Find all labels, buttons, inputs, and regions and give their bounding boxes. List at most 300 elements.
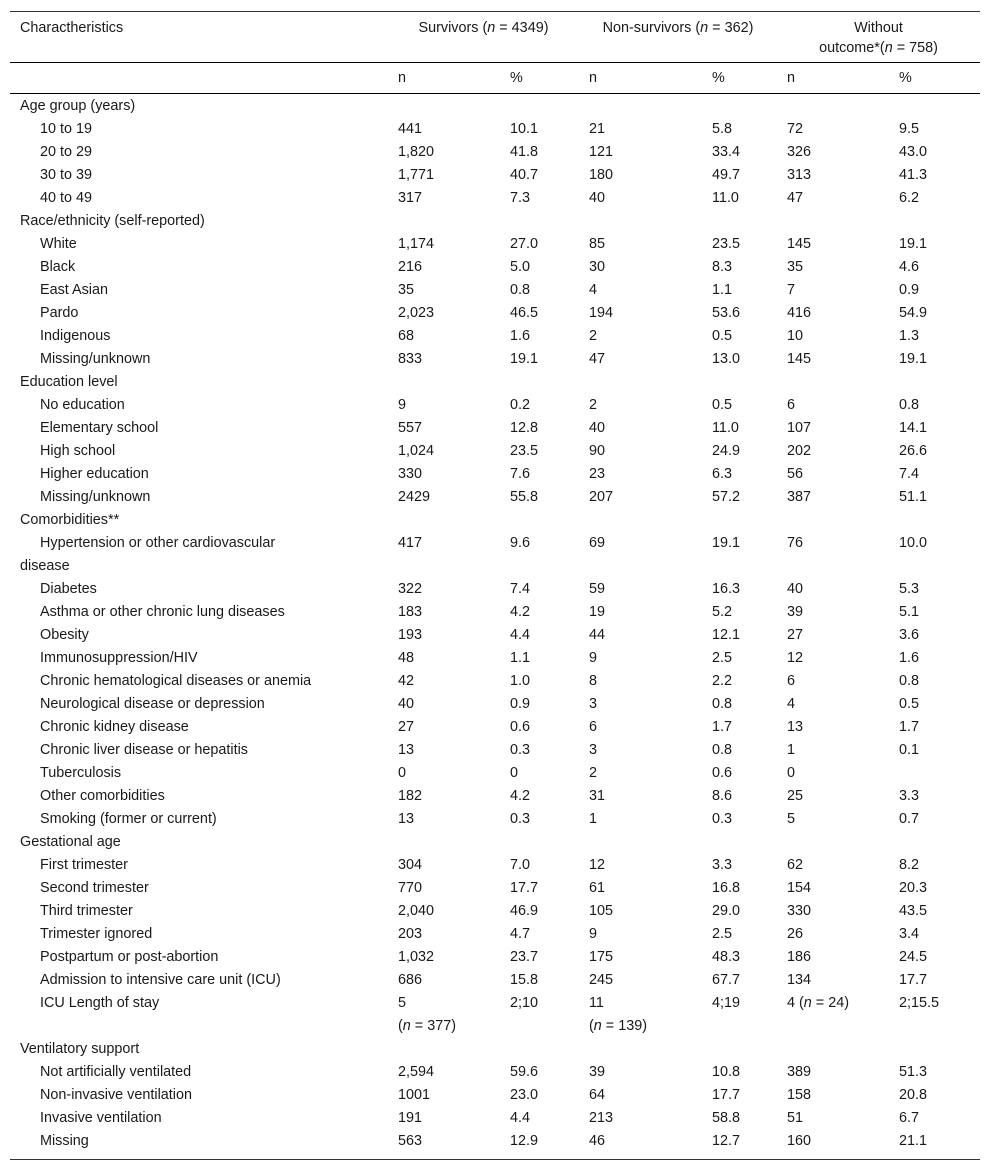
cell-survivors-n: 322 bbox=[398, 581, 423, 597]
cell-without-outcome-n: 416 bbox=[787, 305, 812, 321]
cell-survivors-n: 1,820 bbox=[398, 144, 435, 160]
cell-non-survivors-n: 90 bbox=[589, 443, 606, 459]
cell-without-outcome-pct: 43.5 bbox=[899, 903, 928, 919]
section-row bbox=[10, 371, 980, 394]
cell-without-outcome-pct: 24.5 bbox=[899, 949, 928, 965]
cell-without-outcome-pct: 0.8 bbox=[899, 673, 920, 689]
row-label: Diabetes bbox=[40, 581, 97, 597]
cell-survivors-pct: 1.0 bbox=[510, 673, 531, 689]
cell-non-survivors-n: 47 bbox=[589, 351, 606, 367]
cell-survivors-n: 27 bbox=[398, 719, 415, 735]
cell-non-survivors-n: 44 bbox=[589, 627, 606, 643]
header-without-outcome-pct: % bbox=[899, 70, 912, 86]
cell-survivors-n: 1,024 bbox=[398, 443, 435, 459]
cell-survivors-n: 317 bbox=[398, 190, 423, 206]
header-survivors-pct: % bbox=[510, 70, 523, 86]
row-label: 30 to 39 bbox=[40, 167, 93, 183]
cell-non-survivors-pct: 67.7 bbox=[712, 972, 741, 988]
cell-non-survivors-pct: 49.7 bbox=[712, 167, 741, 183]
cell-without-outcome-n: 51 bbox=[787, 1110, 804, 1126]
cell-survivors-pct: 4.2 bbox=[510, 604, 531, 620]
cell-non-survivors-n: 3 bbox=[589, 696, 598, 712]
cell-without-outcome-n: 12 bbox=[787, 650, 804, 666]
cell-without-outcome-pct: 51.3 bbox=[899, 1064, 928, 1080]
cell-without-outcome-n: 154 bbox=[787, 880, 812, 896]
cell-non-survivors-n: 8 bbox=[589, 673, 598, 689]
cell-non-survivors-n: 23 bbox=[589, 466, 606, 482]
table-row bbox=[10, 900, 980, 923]
row-label: Hypertension or other cardiovascular disease bbox=[20, 535, 276, 574]
table-row bbox=[10, 601, 980, 624]
cell-without-outcome-pct: 5.1 bbox=[899, 604, 920, 620]
cell-without-outcome-pct: 3.6 bbox=[899, 627, 920, 643]
header-non-survivors-n: n bbox=[589, 70, 598, 86]
cell-without-outcome-n: 160 bbox=[787, 1133, 812, 1149]
cell-survivors-n: 13 bbox=[398, 811, 415, 827]
cell-without-outcome-pct: 26.6 bbox=[899, 443, 928, 459]
row-label: Postpartum or post-abortion bbox=[40, 949, 219, 965]
cell-without-outcome-pct: 20.8 bbox=[899, 1087, 928, 1103]
cell-without-outcome-n: 13 bbox=[787, 719, 804, 735]
cell-without-outcome-pct: 0.9 bbox=[899, 282, 920, 298]
cell-survivors-n: 193 bbox=[398, 627, 423, 643]
cell-non-survivors-n: 6 bbox=[589, 719, 598, 735]
cell-survivors-n: 330 bbox=[398, 466, 423, 482]
section-label: Education level bbox=[20, 374, 118, 390]
cell-survivors-pct: 59.6 bbox=[510, 1064, 539, 1080]
cell-non-survivors-n: 85 bbox=[589, 236, 606, 252]
table-row bbox=[10, 440, 980, 463]
cell-non-survivors-pct: 2.5 bbox=[712, 926, 733, 942]
cell-survivors-pct: 23.5 bbox=[510, 443, 539, 459]
row-label: Chronic liver disease or hepatitis bbox=[40, 742, 248, 758]
cell-survivors-pct: 46.5 bbox=[510, 305, 539, 321]
header-subcolumns bbox=[10, 63, 980, 94]
row-label: Asthma or other chronic lung diseases bbox=[40, 604, 285, 620]
cell-without-outcome-pct: 0.1 bbox=[899, 742, 920, 758]
cell-survivors-pct: 12.9 bbox=[510, 1133, 539, 1149]
table-row bbox=[10, 693, 980, 716]
section-row bbox=[10, 210, 980, 233]
cell-non-survivors-pct: 29.0 bbox=[712, 903, 741, 919]
cell-without-outcome-pct: 5.3 bbox=[899, 581, 920, 597]
cell-without-outcome-n: 6 bbox=[787, 673, 796, 689]
table-body bbox=[10, 94, 980, 1160]
cell-without-outcome-pct: 4.6 bbox=[899, 259, 920, 275]
row-label: Not artificially ventilated bbox=[40, 1064, 192, 1080]
cell-without-outcome-n: 186 bbox=[787, 949, 812, 965]
cell-without-outcome-n: 0 bbox=[787, 765, 796, 781]
cell-survivors-n: 304 bbox=[398, 857, 423, 873]
table-row bbox=[10, 348, 980, 371]
row-label: First trimester bbox=[40, 857, 128, 873]
table-row bbox=[10, 256, 980, 279]
cell-non-survivors-pct: 0.6 bbox=[712, 765, 733, 781]
cell-without-outcome-pct: 54.9 bbox=[899, 305, 928, 321]
table-row bbox=[10, 417, 980, 440]
cell-survivors-pct: 19.1 bbox=[510, 351, 539, 367]
cell-without-outcome-n: 145 bbox=[787, 236, 812, 252]
cell-survivors-n: 2429 bbox=[398, 489, 431, 505]
row-label: Missing/unknown bbox=[40, 489, 151, 505]
cell-survivors-pct: 5.0 bbox=[510, 259, 531, 275]
cell-non-survivors-n: 30 bbox=[589, 259, 606, 275]
cell-without-outcome-pct: 0.8 bbox=[899, 397, 920, 413]
table-row bbox=[10, 325, 980, 348]
cell-non-survivors-pct: 0.3 bbox=[712, 811, 733, 827]
cell-without-outcome-n: 134 bbox=[787, 972, 812, 988]
header-non-survivors: Non-survivors (n = 362) bbox=[579, 12, 777, 63]
cell-non-survivors-pct: 2.2 bbox=[712, 673, 733, 689]
cell-survivors-pct: 4.7 bbox=[510, 926, 531, 942]
table-row bbox=[10, 279, 980, 302]
cell-survivors-n: 563 bbox=[398, 1133, 423, 1149]
cell-survivors-n: 417 bbox=[398, 535, 423, 551]
cell-survivors-n: 40 bbox=[398, 696, 415, 712]
cell-survivors-n: 2,040 bbox=[398, 903, 435, 919]
row-label: Chronic hematological diseases or anemia bbox=[40, 673, 312, 689]
cell-without-outcome-pct: 1.7 bbox=[899, 719, 920, 735]
cell-non-survivors-n: 207 bbox=[589, 489, 614, 505]
cell-without-outcome-n: 62 bbox=[787, 857, 804, 873]
section-label: Comorbidities** bbox=[20, 512, 120, 528]
cell-survivors-pct: 0.2 bbox=[510, 397, 531, 413]
cell-survivors-pct: 55.8 bbox=[510, 489, 539, 505]
cell-non-survivors-pct: 8.3 bbox=[712, 259, 733, 275]
cell-non-survivors-n: 1 bbox=[589, 811, 598, 827]
cell-non-survivors-pct: 24.9 bbox=[712, 443, 741, 459]
row-label: Second trimester bbox=[40, 880, 149, 896]
cell-survivors-pct: 41.8 bbox=[510, 144, 539, 160]
cell-non-survivors-n: 12 bbox=[589, 857, 606, 873]
cell-without-outcome-n: 5 bbox=[787, 811, 796, 827]
table-row bbox=[10, 1061, 980, 1084]
row-label: Smoking (former or current) bbox=[40, 811, 217, 827]
cell-without-outcome-pct: 10.0 bbox=[899, 535, 928, 551]
cell-non-survivors-n: 175 bbox=[589, 949, 614, 965]
cell-without-outcome-pct: 6.2 bbox=[899, 190, 920, 206]
cell-non-survivors-n: 31 bbox=[589, 788, 606, 804]
cell-without-outcome-pct: 3.4 bbox=[899, 926, 920, 942]
row-label: Missing/unknown bbox=[40, 351, 151, 367]
cell-non-survivors-pct: 33.4 bbox=[712, 144, 741, 160]
cell-non-survivors-n: 105 bbox=[589, 903, 614, 919]
cell-survivors-pct: 1.1 bbox=[510, 650, 531, 666]
table-row bbox=[10, 739, 980, 762]
cell-survivors-n: 557 bbox=[398, 420, 423, 436]
table-row bbox=[10, 164, 980, 187]
cell-survivors-pct: 15.8 bbox=[510, 972, 539, 988]
cell-survivors-pct: 7.0 bbox=[510, 857, 531, 873]
cell-non-survivors-pct: 3.3 bbox=[712, 857, 733, 873]
cell-non-survivors-pct: 48.3 bbox=[712, 949, 741, 965]
table-row bbox=[10, 1084, 980, 1107]
cell-survivors-pct: 1.6 bbox=[510, 328, 531, 344]
cell-without-outcome-pct: 14.1 bbox=[899, 420, 928, 436]
cell-without-outcome-n: 158 bbox=[787, 1087, 812, 1103]
cell-without-outcome-pct: 3.3 bbox=[899, 788, 920, 804]
cell-survivors-n: 2,023 bbox=[398, 305, 435, 321]
cell-without-outcome-pct: 1.3 bbox=[899, 328, 920, 344]
cell-non-survivors-n: 194 bbox=[589, 305, 614, 321]
header-without-outcome: Without outcome*(n = 758) bbox=[777, 12, 980, 63]
cell-without-outcome-n: 26 bbox=[787, 926, 804, 942]
table-row bbox=[10, 762, 980, 785]
cell-without-outcome-n: 145 bbox=[787, 351, 812, 367]
table-row bbox=[10, 808, 980, 831]
table-row bbox=[10, 716, 980, 739]
cell-survivors-pct: 12.8 bbox=[510, 420, 539, 436]
cell-survivors-n: 1,032 bbox=[398, 949, 435, 965]
cell-survivors-pct: 0.3 bbox=[510, 811, 531, 827]
cell-non-survivors-n: 2 bbox=[589, 397, 598, 413]
row-label: No education bbox=[40, 397, 125, 413]
cell-without-outcome-pct: 1.6 bbox=[899, 650, 920, 666]
cell-without-outcome-n: 202 bbox=[787, 443, 812, 459]
table-row bbox=[10, 302, 980, 325]
cell-survivors-n: 68 bbox=[398, 328, 415, 344]
cell-non-survivors-n: 180 bbox=[589, 167, 614, 183]
cell-survivors-n: 1,771 bbox=[398, 167, 435, 183]
cell-survivors-n: 1001 bbox=[398, 1087, 431, 1103]
cell-non-survivors-pct: 17.7 bbox=[712, 1087, 741, 1103]
cell-survivors-pct: 23.0 bbox=[510, 1087, 539, 1103]
cell-without-outcome-n: 7 bbox=[787, 282, 796, 298]
row-label: 10 to 19 bbox=[40, 121, 93, 137]
cell-survivors-pct: 4.4 bbox=[510, 627, 531, 643]
cell-survivors-n: 770 bbox=[398, 880, 423, 896]
cell-without-outcome-n: 4 (n = 24) bbox=[787, 995, 850, 1011]
row-label: Admission to intensive care unit (ICU) bbox=[40, 972, 281, 988]
cell-without-outcome-n: 76 bbox=[787, 535, 804, 551]
row-label: ICU Length of stay bbox=[40, 995, 160, 1011]
cell-survivors-pct: 0.6 bbox=[510, 719, 531, 735]
cell-non-survivors-n: 4 bbox=[589, 282, 598, 298]
cell-survivors-pct: 17.7 bbox=[510, 880, 539, 896]
cell-non-survivors-n: 40 bbox=[589, 190, 606, 206]
cell-survivors-n: 686 bbox=[398, 972, 423, 988]
section-label: Gestational age bbox=[20, 834, 121, 850]
row-label: High school bbox=[40, 443, 116, 459]
cell-without-outcome-pct: 9.5 bbox=[899, 121, 920, 137]
cell-non-survivors-pct: 23.5 bbox=[712, 236, 741, 252]
cell-without-outcome-n: 330 bbox=[787, 903, 812, 919]
cell-without-outcome-n: 313 bbox=[787, 167, 812, 183]
cell-without-outcome-n: 10 bbox=[787, 328, 804, 344]
cell-non-survivors-pct: 2.5 bbox=[712, 650, 733, 666]
table-row bbox=[10, 394, 980, 417]
table-row bbox=[10, 877, 980, 900]
cell-without-outcome-pct: 2;15.5 bbox=[899, 995, 940, 1011]
table-row bbox=[10, 233, 980, 256]
section-label: Age group (years) bbox=[20, 98, 136, 114]
cell-non-survivors-n: 19 bbox=[589, 604, 606, 620]
cell-survivors-pct: 0.9 bbox=[510, 696, 531, 712]
section-row bbox=[10, 94, 980, 119]
cell-non-survivors-n: 11 (n = 139) bbox=[589, 995, 648, 1034]
table-row bbox=[10, 532, 980, 578]
cell-non-survivors-n: 213 bbox=[589, 1110, 614, 1126]
cell-without-outcome-n: 387 bbox=[787, 489, 812, 505]
cell-survivors-pct: 4.4 bbox=[510, 1110, 531, 1126]
characteristics-table bbox=[10, 11, 980, 1160]
cell-survivors-pct: 0.3 bbox=[510, 742, 531, 758]
cell-survivors-n: 42 bbox=[398, 673, 415, 689]
cell-non-survivors-n: 61 bbox=[589, 880, 606, 896]
row-label: East Asian bbox=[40, 282, 108, 298]
cell-without-outcome-n: 39 bbox=[787, 604, 804, 620]
row-label: Obesity bbox=[40, 627, 89, 643]
table-row bbox=[10, 923, 980, 946]
row-label: Invasive ventilation bbox=[40, 1110, 162, 1126]
cell-without-outcome-pct: 19.1 bbox=[899, 351, 928, 367]
cell-survivors-n: 833 bbox=[398, 351, 423, 367]
header-survivors-n: n bbox=[398, 70, 407, 86]
section-row bbox=[10, 831, 980, 854]
cell-survivors-pct: 40.7 bbox=[510, 167, 539, 183]
cell-survivors-pct: 46.9 bbox=[510, 903, 539, 919]
row-label: 40 to 49 bbox=[40, 190, 93, 206]
cell-non-survivors-pct: 1.1 bbox=[712, 282, 733, 298]
cell-survivors-pct: 0 bbox=[510, 765, 519, 781]
cell-non-survivors-pct: 1.7 bbox=[712, 719, 733, 735]
cell-survivors-n: 203 bbox=[398, 926, 423, 942]
row-label: Neurological disease or depression bbox=[40, 696, 265, 712]
cell-without-outcome-pct: 7.4 bbox=[899, 466, 920, 482]
cell-without-outcome-pct: 17.7 bbox=[899, 972, 928, 988]
cell-non-survivors-pct: 12.1 bbox=[712, 627, 741, 643]
row-label: Higher education bbox=[40, 466, 149, 482]
table-row bbox=[10, 785, 980, 808]
cell-survivors-n: 13 bbox=[398, 742, 415, 758]
cell-without-outcome-n: 40 bbox=[787, 581, 804, 597]
section-row bbox=[10, 1038, 980, 1061]
cell-non-survivors-pct: 0.5 bbox=[712, 397, 733, 413]
cell-without-outcome-pct: 43.0 bbox=[899, 144, 928, 160]
row-label: Other comorbidities bbox=[40, 788, 165, 804]
cell-non-survivors-pct: 13.0 bbox=[712, 351, 741, 367]
table-row bbox=[10, 854, 980, 877]
cell-survivors-n: 48 bbox=[398, 650, 415, 666]
cell-survivors-pct: 4.2 bbox=[510, 788, 531, 804]
cell-survivors-n: 191 bbox=[398, 1110, 423, 1126]
cell-non-survivors-pct: 16.3 bbox=[712, 581, 741, 597]
characteristics-table-container bbox=[10, 11, 980, 1160]
cell-non-survivors-pct: 19.1 bbox=[712, 535, 741, 551]
cell-without-outcome-n: 4 bbox=[787, 696, 796, 712]
cell-without-outcome-n: 6 bbox=[787, 397, 796, 413]
row-label: Chronic kidney disease bbox=[40, 719, 189, 735]
cell-without-outcome-n: 56 bbox=[787, 466, 804, 482]
cell-non-survivors-n: 46 bbox=[589, 1133, 606, 1149]
cell-survivors-pct: 0.8 bbox=[510, 282, 531, 298]
section-label: Ventilatory support bbox=[20, 1041, 140, 1057]
cell-non-survivors-n: 64 bbox=[589, 1087, 606, 1103]
cell-non-survivors-pct: 0.8 bbox=[712, 742, 733, 758]
cell-survivors-n: 0 bbox=[398, 765, 407, 781]
cell-non-survivors-n: 21 bbox=[589, 121, 606, 137]
table-row bbox=[10, 670, 980, 693]
row-label: Non-invasive ventilation bbox=[40, 1087, 192, 1103]
row-label: 20 to 29 bbox=[40, 144, 93, 160]
cell-non-survivors-n: 121 bbox=[589, 144, 614, 160]
cell-non-survivors-pct: 11.0 bbox=[712, 420, 739, 436]
row-label: Missing bbox=[40, 1133, 89, 1149]
cell-survivors-n: 5 (n = 377) bbox=[398, 995, 457, 1034]
row-label: Immunosuppression/HIV bbox=[40, 650, 198, 666]
cell-non-survivors-pct: 0.5 bbox=[712, 328, 733, 344]
cell-without-outcome-pct: 6.7 bbox=[899, 1110, 920, 1126]
cell-survivors-pct: 9.6 bbox=[510, 535, 531, 551]
cell-without-outcome-n: 27 bbox=[787, 627, 804, 643]
section-row bbox=[10, 509, 980, 532]
cell-non-survivors-pct: 12.7 bbox=[712, 1133, 741, 1149]
table-row bbox=[10, 992, 980, 1038]
header-characteristics: Charactheristics bbox=[20, 20, 124, 36]
cell-survivors-n: 183 bbox=[398, 604, 423, 620]
cell-without-outcome-n: 72 bbox=[787, 121, 804, 137]
cell-non-survivors-pct: 58.8 bbox=[712, 1110, 741, 1126]
table-row bbox=[10, 118, 980, 141]
cell-non-survivors-n: 2 bbox=[589, 765, 598, 781]
cell-without-outcome-pct: 0.7 bbox=[899, 811, 920, 827]
table-row bbox=[10, 486, 980, 509]
cell-non-survivors-pct: 16.8 bbox=[712, 880, 741, 896]
cell-survivors-n: 216 bbox=[398, 259, 423, 275]
cell-survivors-n: 35 bbox=[398, 282, 415, 298]
cell-non-survivors-n: 59 bbox=[589, 581, 606, 597]
header-non-survivors-pct: % bbox=[712, 70, 725, 86]
cell-without-outcome-pct: 0.5 bbox=[899, 696, 920, 712]
section-label: Race/ethnicity (self-reported) bbox=[20, 213, 205, 229]
cell-non-survivors-n: 69 bbox=[589, 535, 606, 551]
row-label: Tuberculosis bbox=[40, 765, 122, 781]
cell-without-outcome-pct bbox=[889, 762, 980, 785]
cell-non-survivors-pct: 11.0 bbox=[712, 190, 739, 206]
cell-without-outcome-n: 25 bbox=[787, 788, 804, 804]
cell-non-survivors-pct: 5.8 bbox=[712, 121, 733, 137]
cell-non-survivors-pct: 4;19 bbox=[712, 995, 741, 1011]
table-row bbox=[10, 141, 980, 164]
cell-survivors-pct: 7.4 bbox=[510, 581, 531, 597]
cell-without-outcome-pct: 21.1 bbox=[899, 1133, 928, 1149]
cell-without-outcome-n: 107 bbox=[787, 420, 812, 436]
cell-non-survivors-n: 9 bbox=[589, 926, 598, 942]
table-row bbox=[10, 946, 980, 969]
table-row bbox=[10, 463, 980, 486]
row-label: White bbox=[40, 236, 77, 252]
cell-non-survivors-pct: 10.8 bbox=[712, 1064, 741, 1080]
cell-non-survivors-n: 3 bbox=[589, 742, 598, 758]
cell-survivors-pct: 2;10 bbox=[510, 995, 539, 1011]
cell-without-outcome-pct: 41.3 bbox=[899, 167, 928, 183]
cell-non-survivors-n: 39 bbox=[589, 1064, 606, 1080]
cell-survivors-n: 441 bbox=[398, 121, 423, 137]
header-survivors: Survivors (n = 4349) bbox=[388, 12, 579, 63]
cell-without-outcome-n: 326 bbox=[787, 144, 812, 160]
cell-without-outcome-pct: 20.3 bbox=[899, 880, 928, 896]
cell-without-outcome-pct: 19.1 bbox=[899, 236, 928, 252]
table-row bbox=[10, 578, 980, 601]
cell-survivors-n: 2,594 bbox=[398, 1064, 435, 1080]
table-row bbox=[10, 969, 980, 992]
cell-non-survivors-pct: 53.6 bbox=[712, 305, 741, 321]
header-without-outcome-n: n bbox=[787, 70, 796, 86]
cell-survivors-n: 9 bbox=[398, 397, 407, 413]
cell-non-survivors-n: 9 bbox=[589, 650, 598, 666]
cell-survivors-pct: 7.6 bbox=[510, 466, 531, 482]
table-row bbox=[10, 624, 980, 647]
